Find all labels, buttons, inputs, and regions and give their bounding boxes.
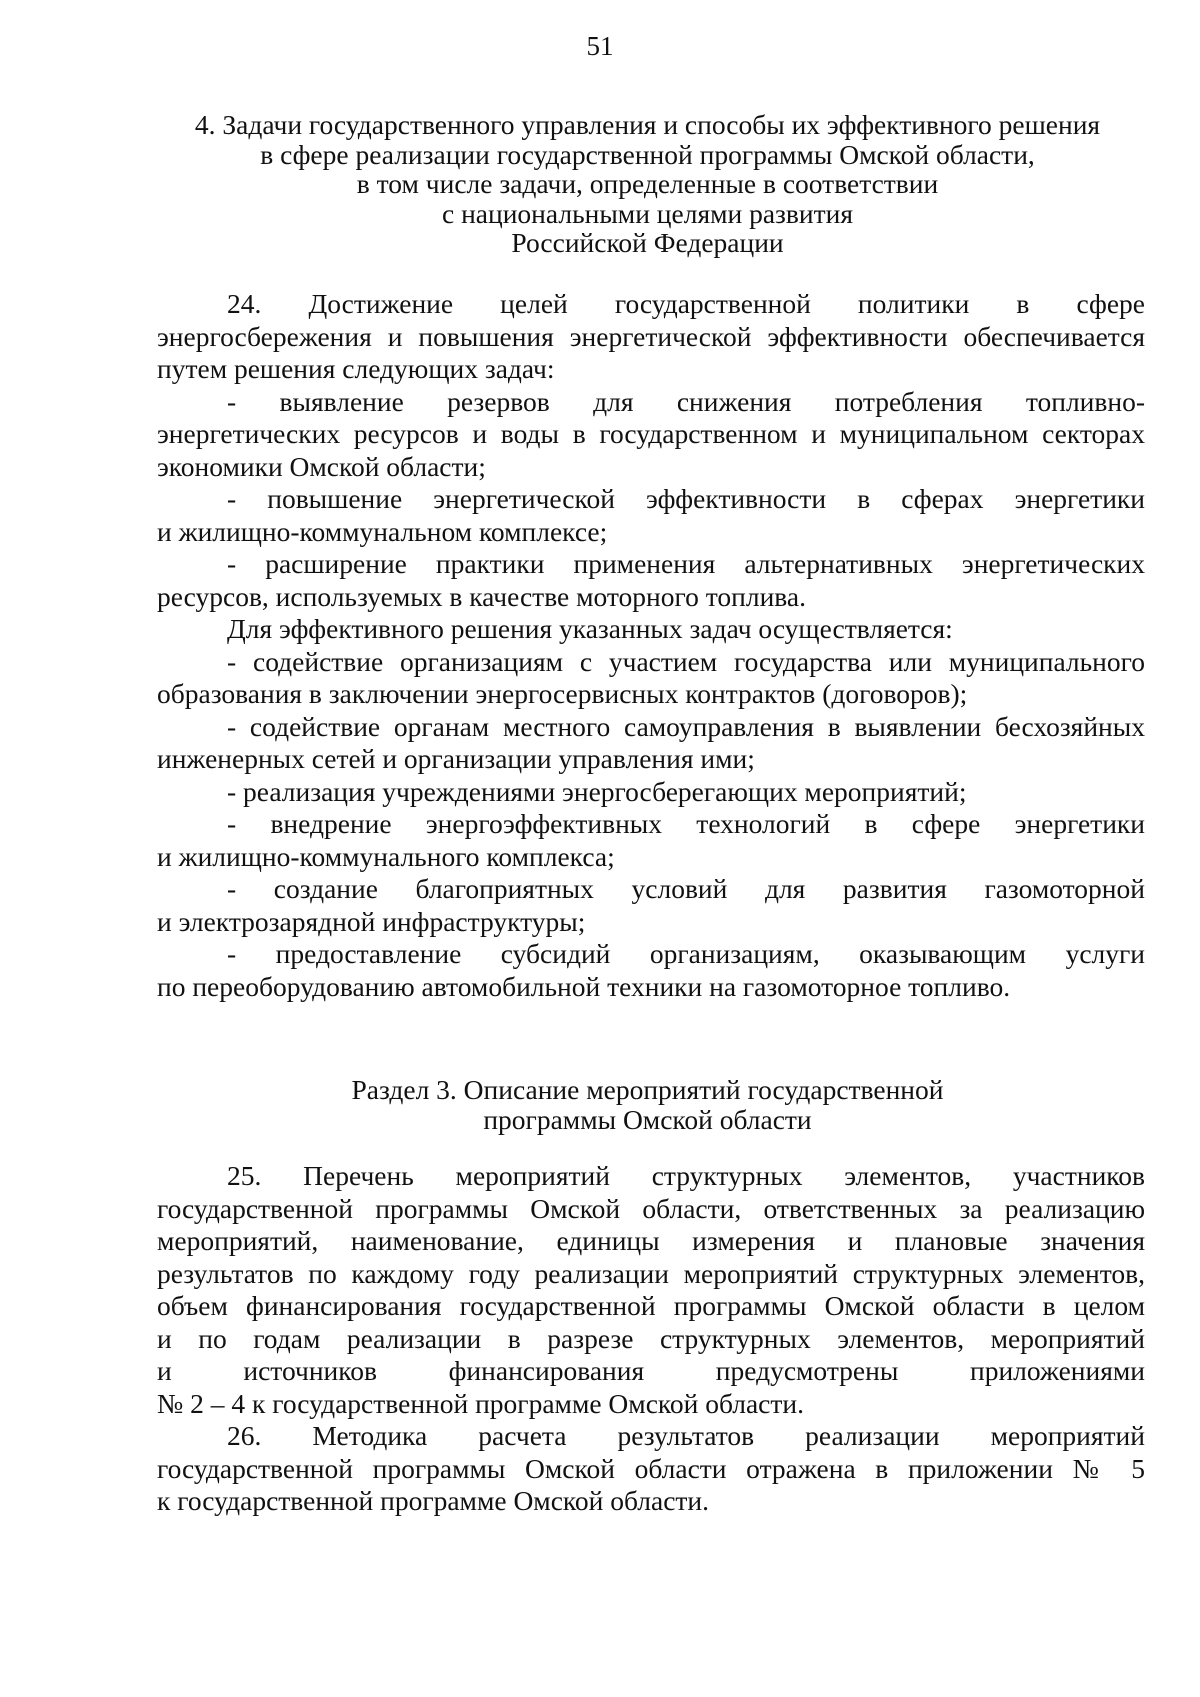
text-line: - содействие организациям с участием государства или муниципального bbox=[227, 645, 1145, 677]
list-item-task-1 bbox=[157, 386, 1145, 484]
heading-line: программы Омской области bbox=[483, 1103, 812, 1135]
section-heading-razdel-3 bbox=[150, 1075, 1145, 1134]
list-item-solution-4 bbox=[157, 808, 1145, 873]
text-line: - выявление резервов для снижения потребления топливно- bbox=[227, 385, 1145, 417]
list-item-solution-2 bbox=[157, 711, 1145, 776]
text-line: инженерных сетей и организации управления ими; bbox=[157, 743, 755, 774]
text-line: мероприятий, наименование, единицы измерения и плановые значения bbox=[157, 1225, 1145, 1256]
text-line: энергосбережения и повышения энергетической эффективности обеспечивается bbox=[157, 320, 1145, 352]
list-item-solution-5 bbox=[157, 873, 1145, 938]
text-line: ресурсов, используемых в качестве моторного топлива. bbox=[157, 580, 807, 612]
text-line: путем решения следующих задач: bbox=[157, 353, 555, 384]
paragraph-26 bbox=[157, 1420, 1145, 1518]
text-line: энергетических ресурсов и воды в государственном и муниципальном секторах bbox=[157, 418, 1145, 449]
text-line: и источников финансирования предусмотрены приложениями bbox=[157, 1355, 1145, 1386]
heading-line: Российской Федерации bbox=[511, 227, 784, 258]
text-line: 26. Методика расчета результатов реализации мероприятий bbox=[227, 1420, 1145, 1451]
text-line: - расширение практики применения альтернативных энергетических bbox=[227, 548, 1145, 579]
text-line: экономики Омской области; bbox=[157, 450, 486, 482]
heading-line: с национальными целями развития bbox=[442, 197, 853, 229]
text-line: и электрозарядной инфраструктуры; bbox=[157, 905, 586, 937]
heading-line: в сфере реализации государственной программы Омской области, bbox=[260, 138, 1035, 170]
text-line: по переоборудованию автомобильной техники на газомоторное топливо. bbox=[157, 970, 1011, 1002]
text-line: 25. Перечень мероприятий структурных элементов, участников bbox=[227, 1160, 1145, 1191]
text-line: образования в заключении энергосервисных контрактов (договоров); bbox=[157, 678, 968, 709]
heading-line: в том числе задачи, определенные в соответствии bbox=[356, 168, 939, 199]
text-line: к государственной программе Омской области. bbox=[157, 1485, 710, 1516]
list-item-solution-6 bbox=[157, 938, 1145, 1003]
paragraph-24 bbox=[157, 288, 1145, 386]
text-line: и жилищно-коммунальном комплексе; bbox=[157, 515, 608, 547]
list-item-solution-1 bbox=[157, 646, 1145, 711]
text-line: государственной программы Омской области, ответственных за реализацию bbox=[157, 1192, 1145, 1224]
text-line: и по годам реализации в разрезе структурных элементов, мероприятий bbox=[157, 1322, 1145, 1354]
heading-line: Раздел 3. Описание мероприятий государственной bbox=[351, 1074, 944, 1105]
section-3-body bbox=[157, 1160, 1145, 1518]
list-item-task-2 bbox=[157, 483, 1145, 548]
paragraph-solutions-intro bbox=[157, 613, 1145, 646]
list-item-task-3 bbox=[157, 548, 1145, 613]
text-line: - содействие органам местного самоуправления в выявлении бесхозяйных bbox=[227, 710, 1145, 742]
list-item-solution-3 bbox=[157, 776, 1145, 809]
text-line: государственной программы Омской области отражена в приложении № 5 bbox=[157, 1452, 1145, 1484]
text-line: - повышение энергетической эффективности в сферах энергетики bbox=[227, 483, 1145, 514]
text-line: и жилищно-коммунального комплекса; bbox=[157, 840, 615, 872]
text-line: № 2 – 4 к государственной программе Омской области. bbox=[157, 1387, 805, 1419]
text-line: - внедрение энергоэффективных технологий в сфере энергетики bbox=[227, 808, 1145, 839]
heading-line: 4. Задачи государственного управления и способы их эффективного решения bbox=[194, 109, 1101, 140]
text-line: объем финансирования государственной программы Омской области в целом bbox=[157, 1290, 1145, 1321]
section-4-body bbox=[157, 288, 1145, 1003]
text-line: - реализация учреждениями энергосберегающих мероприятий; bbox=[227, 775, 967, 807]
text-line: - предоставление субсидий организациям, оказывающим услуги bbox=[227, 938, 1145, 969]
page-number: 51 bbox=[586, 31, 614, 61]
section-heading-4 bbox=[150, 110, 1145, 258]
text-line: результатов по каждому году реализации мероприятий структурных элементов, bbox=[157, 1257, 1145, 1289]
paragraph-25 bbox=[157, 1160, 1145, 1420]
text-line: - создание благоприятных условий для развития газомоторной bbox=[227, 873, 1145, 904]
text-line: 24. Достижение целей государственной политики в сфере bbox=[227, 288, 1145, 319]
text-line: Для эффективного решения указанных задач осуществляется: bbox=[227, 613, 953, 644]
